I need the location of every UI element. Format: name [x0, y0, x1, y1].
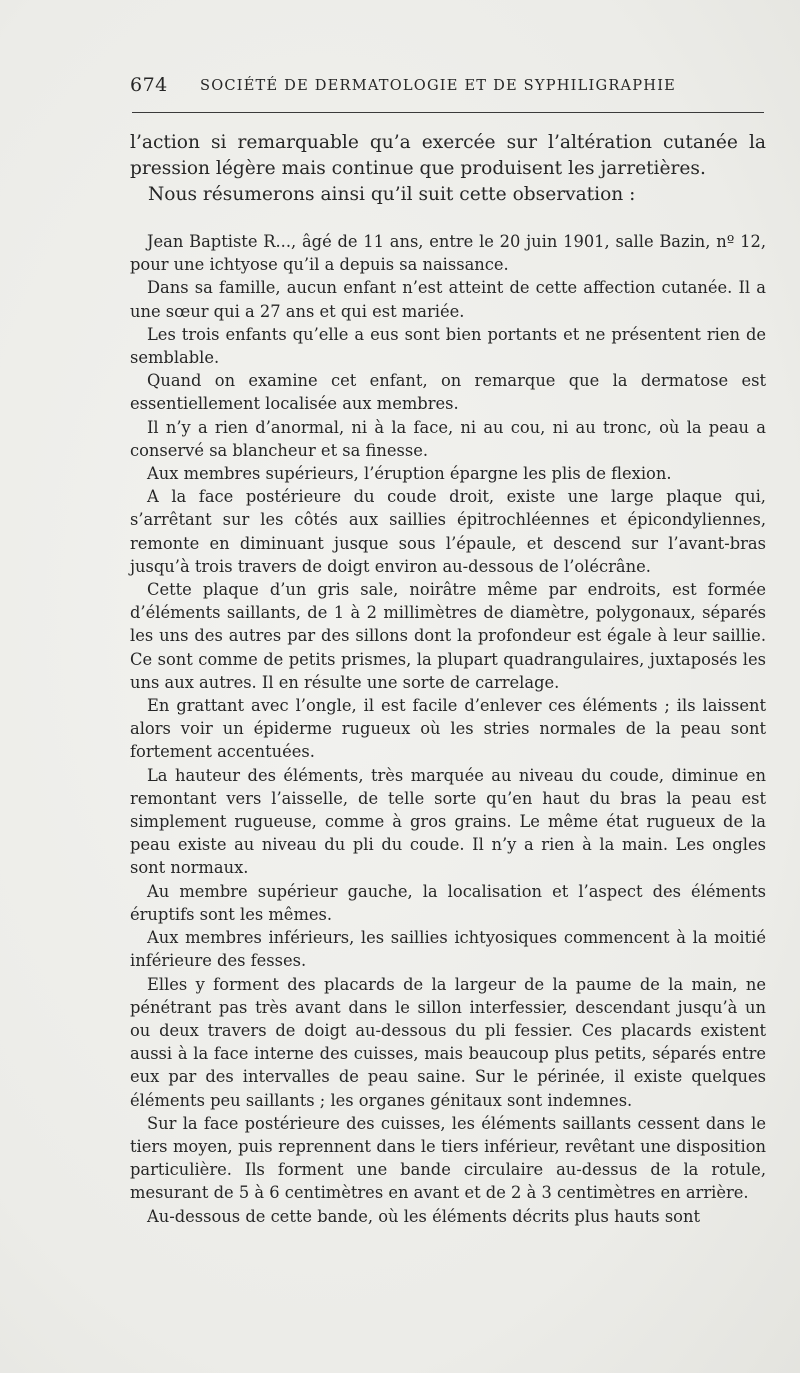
observation-paragraph: Les trois enfants qu’elle a eus sont bien portants et ne présentent rien de semblable. [130, 324, 766, 368]
observation-paragraph: La hauteur des éléments, très marquée au niveau du coude, diminue en remontant vers l’aisselle, de telle sorte qu’en haut du bras la peau est simplement rugueuse, comme à gros grains. Le même état rugueux de la peau existe au niveau du pli du coude. Il n’y a rien à la main. Les ongles sont normaux. [130, 765, 766, 878]
intro-paragraph-summary: Nous résumerons ainsi qu’il suit cette observation : [148, 184, 636, 205]
observation-text [130, 230, 766, 1228]
observation-paragraph: Aux membres supérieurs, l’éruption épargne les plis de flexion. [147, 464, 672, 484]
header-rule [132, 112, 764, 113]
intro-text [130, 130, 766, 208]
observation-paragraph: Elles y forment des placards de la largeur de la paume de la main, ne pénétrant pas très avant dans le sillon interfessier, descendant jusqu’à un ou deux travers de doigt au-dessous du pli fessier. Ces placards existent aussi à la face interne des cuisses, mais beaucoup plus petits, séparés entre eux par des intervalles de peau saine. Sur le périnée, il existe quelques éléments peu saillants ; les organes génitaux sont indemnes. [130, 974, 766, 1110]
observation-paragraph: Au membre supérieur gauche, la localisation et l’aspect des éléments éruptifs sont les mêmes. [130, 881, 766, 924]
running-title: SOCIÉTÉ DE DERMATOLOGIE ET DE SYPHILIGRAPHIE [200, 77, 677, 94]
page-number: 674 [130, 74, 168, 96]
observation-paragraph: Aux membres inférieurs, les saillies ichtyosiques commencent à la moitié inférieure des fesses. [130, 928, 766, 971]
observation-paragraph: En grattant avec l’ongle, il est facile d’enlever ces éléments ; ils laissent alors voir un épiderme rugueux où les stries normales de la peau sont fortement accentuées. [130, 696, 766, 762]
observation-paragraph: Il n’y a rien d’anormal, ni à la face, ni au cou, ni au tronc, où la peau a conservé sa blancheur et sa finesse. [130, 417, 766, 460]
intro-paragraph-continued: l’action si remarquable qu’a exercée sur l’altération cutanée la pression légère mais continue que produisent les jarretières. [130, 132, 766, 179]
observation-paragraph: A la face postérieure du coude droit, existe une large plaque qui, s’arrêtant sur les côtés aux saillies épitrochléennes et épicondyliennes, remonte en diminuant jusque sous l’épaule, et descend sur l’avant-bras jusqu’à trois travers de doigt environ au-dessous de l’olécrâne. [130, 487, 766, 576]
observation-paragraph: Jean Baptiste R..., âgé de 11 ans, entre le 20 juin 1901, salle Bazin, nº 12, pour une ichtyose qu’il a depuis sa naissance. [130, 232, 766, 275]
observation-paragraph: Dans sa famille, aucun enfant n’est atteint de cette affection cutanée. Il a une sœur qui a 27 ans et qui est mariée. [130, 278, 766, 321]
observation-paragraph: Au-dessous de cette bande, où les éléments décrits plus hauts sont [147, 1206, 701, 1226]
running-header [130, 74, 764, 100]
observation-paragraph: Cette plaque d’un gris sale, noirâtre même par endroits, est formée d’éléments saillants, de 1 à 2 millimètres de diamètre, polygonaux, séparés les uns des autres par des sillons dont la profondeur est égale à leur saillie. Ce sont comme de petits prismes, la plupart quadrangulaires, juxtaposés les uns aux autres. Il en résulte une sorte de carrelage. [130, 580, 766, 692]
observation-paragraph: Quand on examine cet enfant, on remarque que la dermatose est essentiellement localisée aux membres. [130, 371, 766, 414]
observation-paragraph: Sur la face postérieure des cuisses, les éléments saillants cessent dans le tiers moyen, puis reprennent dans le tiers inférieur, revêtant une disposition particulière. Ils forment une bande circulaire au-dessus de la rotule, mesurant de 5 à 6 centimètres en avant et de 2 à 3 centimètres en arrière. [130, 1113, 766, 1203]
